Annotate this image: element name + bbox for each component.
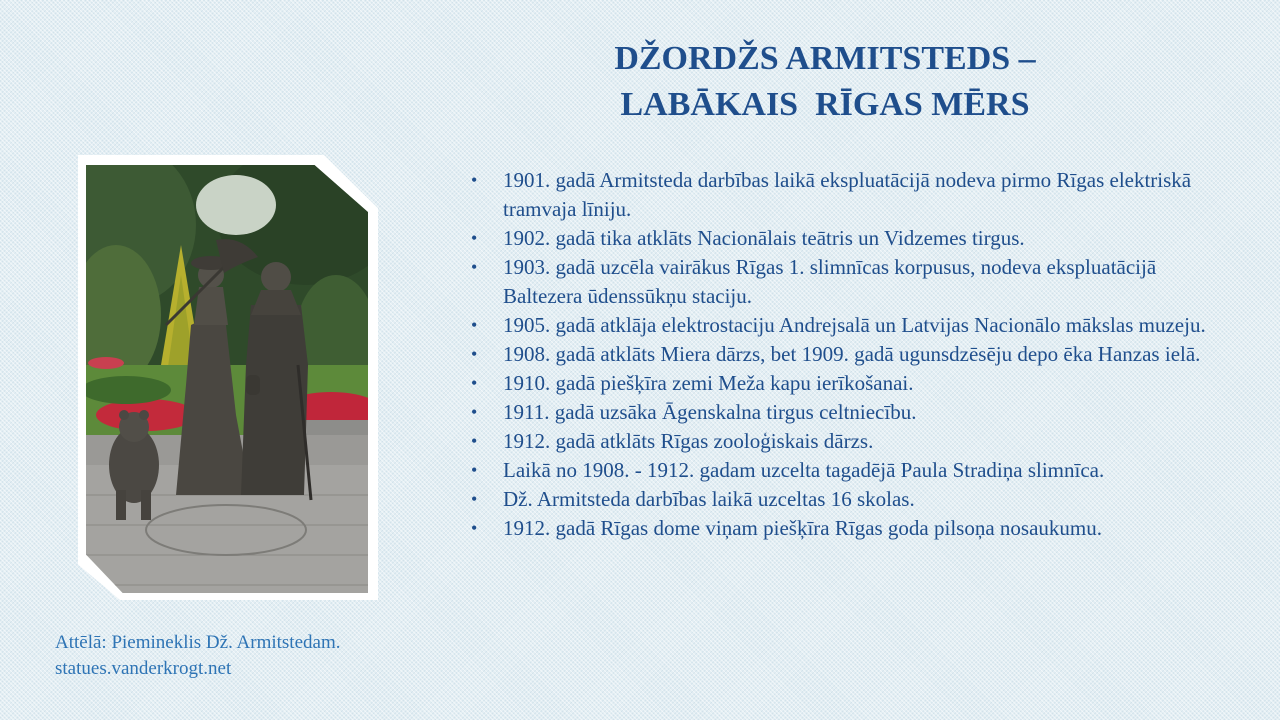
list-item-text: 1912. gadā Rīgas dome viņam piešķīra Rīgas goda pilsoņa nosaukumu. xyxy=(503,516,1102,540)
list-item-text: 1905. gadā atklāja elektrostaciju Andrejsalā un Latvijas Nacionālo mākslas muzeju. xyxy=(503,313,1206,337)
bullet-icon: • xyxy=(471,344,478,364)
list-item xyxy=(468,369,1208,398)
list-item xyxy=(468,311,1208,340)
list-item-text: 1911. gadā uzsāka Āgenskalna tirgus celtniecību. xyxy=(503,400,917,424)
list-item-text: Dž. Armitsteda darbības laikā uzceltas 16 skolas. xyxy=(503,487,915,511)
bullet-icon: • xyxy=(471,170,478,190)
slide-title-line-1: DŽORDŽS ARMITSTEDS – xyxy=(614,40,1036,77)
bullet-icon: • xyxy=(471,402,478,422)
caption-line-1: Attēlā: Piemineklis Dž. Armitstedam. xyxy=(55,632,341,653)
statue-photo xyxy=(86,165,368,593)
list-item xyxy=(468,427,1208,456)
list-item xyxy=(468,485,1208,514)
list-item-text: 1912. gadā atklāts Rīgas zooloģiskais dārzs. xyxy=(503,429,874,453)
list-item xyxy=(468,514,1208,543)
bullet-icon: • xyxy=(471,431,478,451)
list-item xyxy=(468,224,1208,253)
list-item-text: 1901. gadā Armitsteda darbības laikā ekspluatācijā nodeva pirmo Rīgas elektriskā tramvaja līniju. xyxy=(503,168,1192,221)
bullet-icon: • xyxy=(471,257,478,277)
list-item xyxy=(468,398,1208,427)
image-caption xyxy=(55,630,435,682)
bullet-icon: • xyxy=(471,489,478,509)
statue-photo-image xyxy=(86,165,368,593)
list-item xyxy=(468,340,1208,369)
bullet-icon: • xyxy=(471,373,478,393)
list-item xyxy=(468,166,1208,224)
bullet-icon: • xyxy=(471,460,478,480)
list-item-text: Laikā no 1908. - 1912. gadam uzcelta tagadējā Paula Stradiņa slimnīca. xyxy=(503,458,1105,482)
slide-title xyxy=(470,36,1180,128)
list-item-text: 1910. gadā piešķīra zemi Meža kapu ierīkošanai. xyxy=(503,371,914,395)
photo-frame xyxy=(78,155,378,600)
bullet-icon: • xyxy=(471,518,478,538)
list-item-text: 1902. gadā tika atklāts Nacionālais teātris un Vidzemes tirgus. xyxy=(503,226,1025,250)
bullet-list xyxy=(468,166,1208,543)
caption-source: statues.vanderkrogt.net xyxy=(55,658,232,679)
slide-title-line-2: LABĀKAIS RĪGAS MĒRS xyxy=(620,86,1030,123)
list-item-text: 1908. gadā atklāts Miera dārzs, bet 1909. gadā ugunsdzēsēju depo ēka Hanzas ielā. xyxy=(503,342,1201,366)
list-item-text: 1903. gadā uzcēla vairākus Rīgas 1. slimnīcas korpusus, nodeva ekspluatācijā Baltezera ūdenssūkņu staciju. xyxy=(503,255,1157,308)
bullet-icon: • xyxy=(471,315,478,335)
bullet-icon: • xyxy=(471,228,478,248)
list-item xyxy=(468,253,1208,311)
list-item xyxy=(468,456,1208,485)
